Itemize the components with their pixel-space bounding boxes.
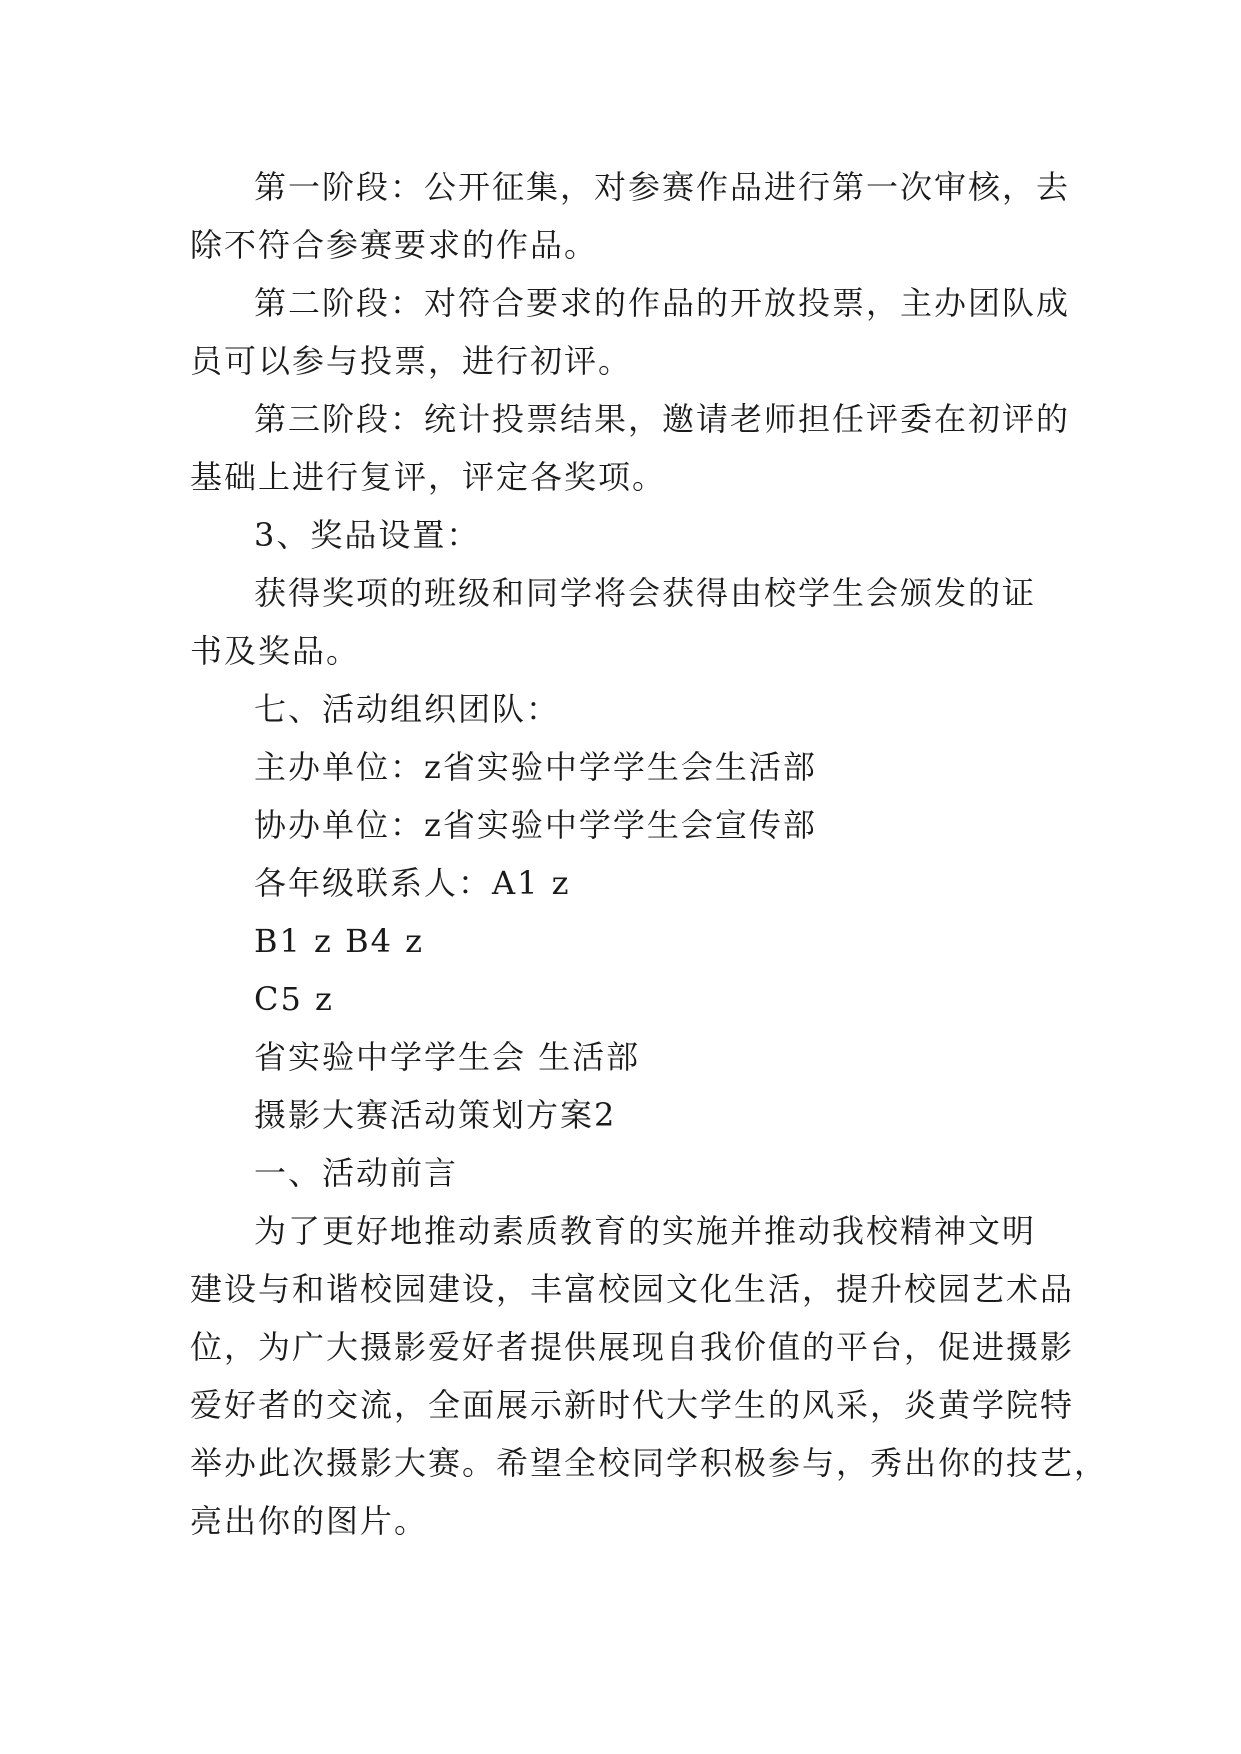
document-body — [190, 158, 1109, 1550]
section-heading: 3、奖品设置： — [254, 516, 481, 554]
paragraph-line: 建设与和谐校园建设，丰富校园文化生活，提升校园艺术品 — [190, 1270, 1075, 1308]
organizer-line: 主办单位：z省实验中学学生会生活部 — [254, 748, 817, 786]
paragraph-line: 第二阶段：对符合要求的作品的开放投票，主办团队成 — [254, 284, 1071, 322]
signature-line: 省实验中学学生会 生活部 — [254, 1038, 641, 1076]
paragraph-line: 第三阶段：统计投票结果，邀请老师担任评委在初评的 — [254, 400, 1071, 438]
contacts-line: 各年级联系人：A1 z — [254, 864, 571, 902]
section-heading: 一、活动前言 — [254, 1154, 459, 1192]
document-title: 摄影大赛活动策划方案2 — [254, 1096, 617, 1134]
contacts-line: B1 z B4 z — [254, 922, 424, 960]
paragraph-line: 爱好者的交流，全面展示新时代大学生的风采，炎黄学院特 — [190, 1386, 1075, 1424]
co-organizer-line: 协办单位：z省实验中学学生会宣传部 — [254, 806, 817, 844]
contacts-line: C5 z — [254, 980, 334, 1018]
paragraph-line: 基础上进行复评，评定各奖项。 — [190, 458, 667, 496]
paragraph-line: 第一阶段：公开征集，对参赛作品进行第一次审核，去 — [254, 168, 1071, 206]
paragraph-line: 员可以参与投票，进行初评。 — [190, 342, 633, 380]
paragraph-line: 获得奖项的班级和同学将会获得由校学生会颁发的证 — [254, 574, 1037, 612]
paragraph-line: 为了更好地推动素质教育的实施并推动我校精神文明 — [254, 1212, 1037, 1250]
paragraph-line: 除不符合参赛要求的作品。 — [190, 226, 599, 264]
paragraph-line: 举办此次摄影大赛。希望全校同学积极参与，秀出你的技艺， — [190, 1444, 1109, 1482]
paragraph-line: 位，为广大摄影爱好者提供展现自我价值的平台，促进摄影 — [190, 1328, 1075, 1366]
section-heading: 七、活动组织团队： — [254, 690, 561, 728]
paragraph-line: 书及奖品。 — [190, 632, 361, 670]
paragraph-line: 亮出你的图片。 — [190, 1502, 429, 1540]
